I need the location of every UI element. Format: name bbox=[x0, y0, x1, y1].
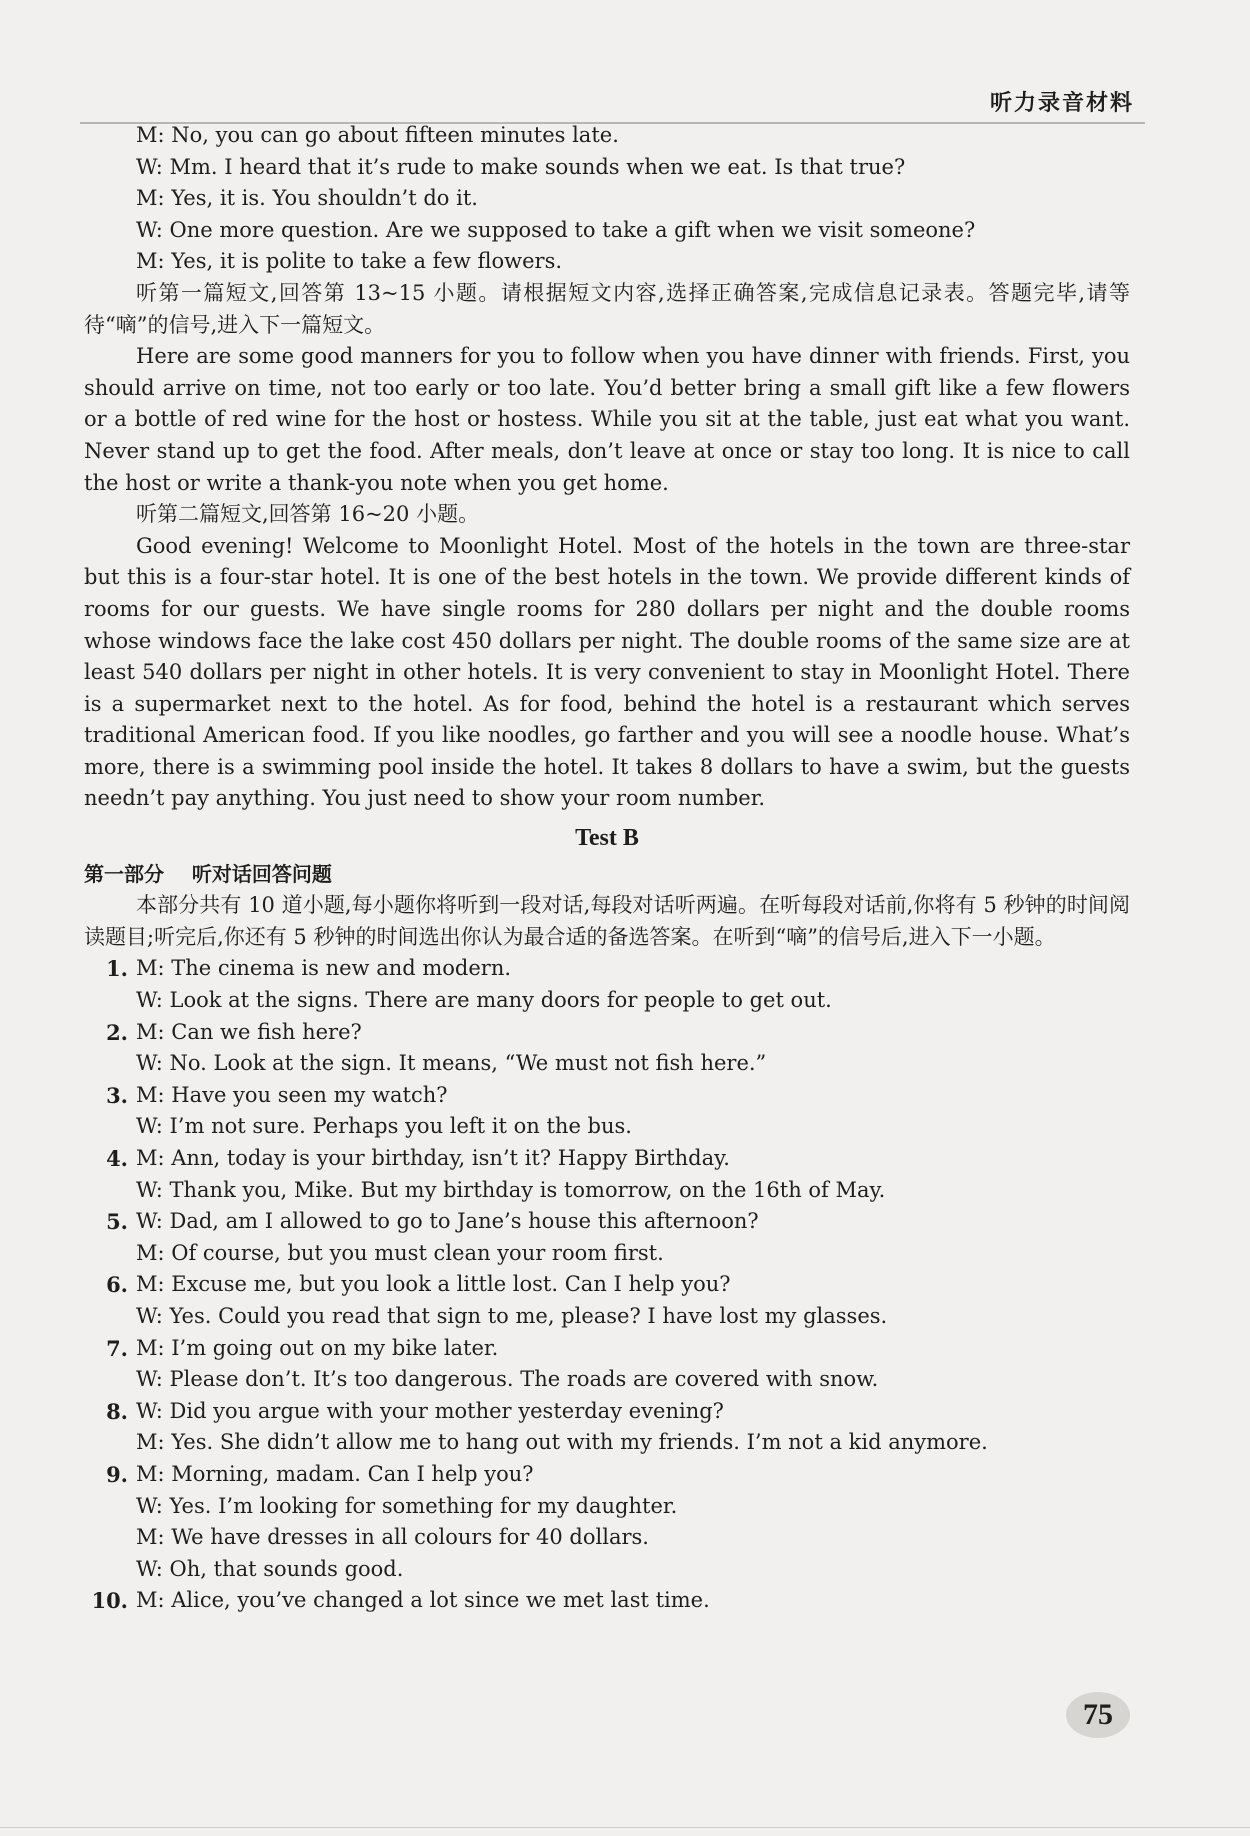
passage1-instruction: 听第一篇短文,回答第 13~15 小题。请根据短文内容,选择正确答案,完成信息记录表。答题完毕,请等待“嘀”的信号,进入下一篇短文。 bbox=[84, 280, 1130, 337]
question-line: M: Morning, madam. Can I help you? bbox=[136, 1461, 534, 1486]
question-line: W: Look at the signs. There are many doors for people to get out. bbox=[136, 988, 832, 1013]
question-list bbox=[84, 953, 1130, 1616]
question-line: M: The cinema is new and modern. bbox=[136, 956, 512, 981]
question-item bbox=[84, 1269, 1130, 1332]
question-line: W: Yes. I’m looking for something for my daughter. bbox=[136, 1493, 678, 1518]
question-line: M: Have you seen my watch? bbox=[136, 1082, 448, 1107]
question-number: 5. bbox=[106, 1209, 128, 1235]
dialogue-line: W: One more question. Are we supposed to take a gift when we visit someone? bbox=[136, 217, 976, 242]
question-line: W: Please don’t. It’s too dangerous. The roads are covered with snow. bbox=[136, 1367, 879, 1392]
footer-divider bbox=[0, 1827, 1250, 1828]
passage2-text: Good evening! Welcome to Moonlight Hotel. Most of the hotels in the town are three-star but this is a four-star hotel. It is one of the best hotels in the town. We provide different kinds of rooms for our guests. We have single rooms for 280 dollars per night and the double rooms whose windows face the lake cost 450 dollars per night. The double rooms of the same size are at least 540 dollars per night in other hotels. It is very convenient to stay in Moonlight Hotel. There is a supermarket next to the hotel. As for food, behind the hotel is a restaurant which serves traditional American food. If you like noodles, go farther and you will see a noodle house. What’s more, there is a swimming pool inside the hotel. It takes 8 dollars to have a swim, but the guests needn’t pay anything. You just need to show your room number. bbox=[84, 533, 1130, 811]
question-item bbox=[84, 1396, 1130, 1459]
dialogue-line: W: Mm. I heard that it’s rude to make sounds when we eat. Is that true? bbox=[136, 154, 906, 179]
question-number: 1. bbox=[106, 956, 128, 982]
question-line: W: Did you argue with your mother yesterday evening? bbox=[136, 1398, 724, 1423]
dialogue-line: M: No, you can go about fifteen minutes late. bbox=[136, 123, 619, 147]
question-number: 6. bbox=[106, 1272, 128, 1298]
question-item bbox=[84, 1333, 1130, 1396]
question-line: M: Can we fish here? bbox=[136, 1019, 362, 1044]
question-line: M: Yes. She didn’t allow me to hang out with my friends. I’m not a kid anymore. bbox=[136, 1430, 988, 1455]
page-content bbox=[84, 120, 1130, 1617]
question-item bbox=[84, 1080, 1130, 1143]
test-b-title: Test B bbox=[575, 825, 639, 852]
question-number: 3. bbox=[106, 1082, 128, 1108]
question-line: W: No. Look at the sign. It means, “We must not fish here.” bbox=[136, 1051, 767, 1076]
dialogue-top bbox=[84, 120, 1130, 278]
part1-instruction: 本部分共有 10 道小题,每小题你将听到一段对话,每段对话听两遍。在听每段对话前,你将有 5 秒钟的时间阅读题目;听完后,你还有 5 秒钟的时间选出你认为最合适的备选答案。在听到“嘀”的信号后,进入下一小题。 bbox=[84, 893, 1130, 949]
question-number: 10. bbox=[91, 1588, 128, 1614]
question-line: W: I’m not sure. Perhaps you left it on the bus. bbox=[136, 1114, 632, 1139]
question-item bbox=[84, 1206, 1130, 1269]
question-item bbox=[84, 1459, 1130, 1585]
passage1-text: Here are some good manners for you to follow when you have dinner with friends. First, you should arrive on time, not too early or too late. You’d better bring a small gift like a few flowers or a bottle of red wine for the host or hostess. While you sit at the table, just eat what you want. Never stand up to get the food. After meals, don’t leave at once or stay too long. It is nice to call the host or write a thank-you note when you get home. bbox=[84, 344, 1130, 495]
page-number: 75 bbox=[1066, 1692, 1130, 1738]
question-line: M: Alice, you’ve changed a lot since we met last time. bbox=[136, 1588, 710, 1613]
question-number: 4. bbox=[106, 1146, 128, 1171]
passage2-instruction: 听第二篇短文,回答第 16~20 小题。 bbox=[136, 502, 480, 527]
question-line: W: Yes. Could you read that sign to me, please? I have lost my glasses. bbox=[136, 1303, 888, 1328]
question-line: W: Oh, that sounds good. bbox=[136, 1556, 404, 1581]
dialogue-line: M: Yes, it is polite to take a few flowers. bbox=[136, 249, 563, 274]
question-line: M: We have dresses in all colours for 40 dollars. bbox=[136, 1525, 649, 1550]
question-line: M: Excuse me, but you look a little lost. Can I help you? bbox=[136, 1272, 731, 1297]
header-label: 听力录音材料 bbox=[989, 91, 1134, 116]
question-line: W: Dad, am I allowed to go to Jane’s house this afternoon? bbox=[136, 1209, 759, 1234]
question-number: 9. bbox=[106, 1461, 128, 1487]
question-number: 7. bbox=[106, 1335, 128, 1361]
question-item bbox=[84, 1143, 1130, 1206]
part1-heading: 第一部分 听对话回答问题 bbox=[84, 861, 332, 886]
question-number: 8. bbox=[106, 1398, 128, 1424]
question-line: M: Of course, but you must clean your room first. bbox=[136, 1240, 664, 1265]
question-item bbox=[84, 1585, 1130, 1617]
question-line: M: I’m going out on my bike later. bbox=[136, 1335, 499, 1360]
question-line: M: Ann, today is your birthday, isn’t it? Happy Birthday. bbox=[136, 1146, 730, 1170]
question-number: 2. bbox=[106, 1019, 128, 1045]
dialogue-line: M: Yes, it is. You shouldn’t do it. bbox=[136, 186, 478, 211]
question-line: W: Thank you, Mike. But my birthday is tomorrow, on the 16th of May. bbox=[136, 1177, 886, 1202]
question-item bbox=[84, 1017, 1130, 1080]
question-item bbox=[84, 953, 1130, 1016]
